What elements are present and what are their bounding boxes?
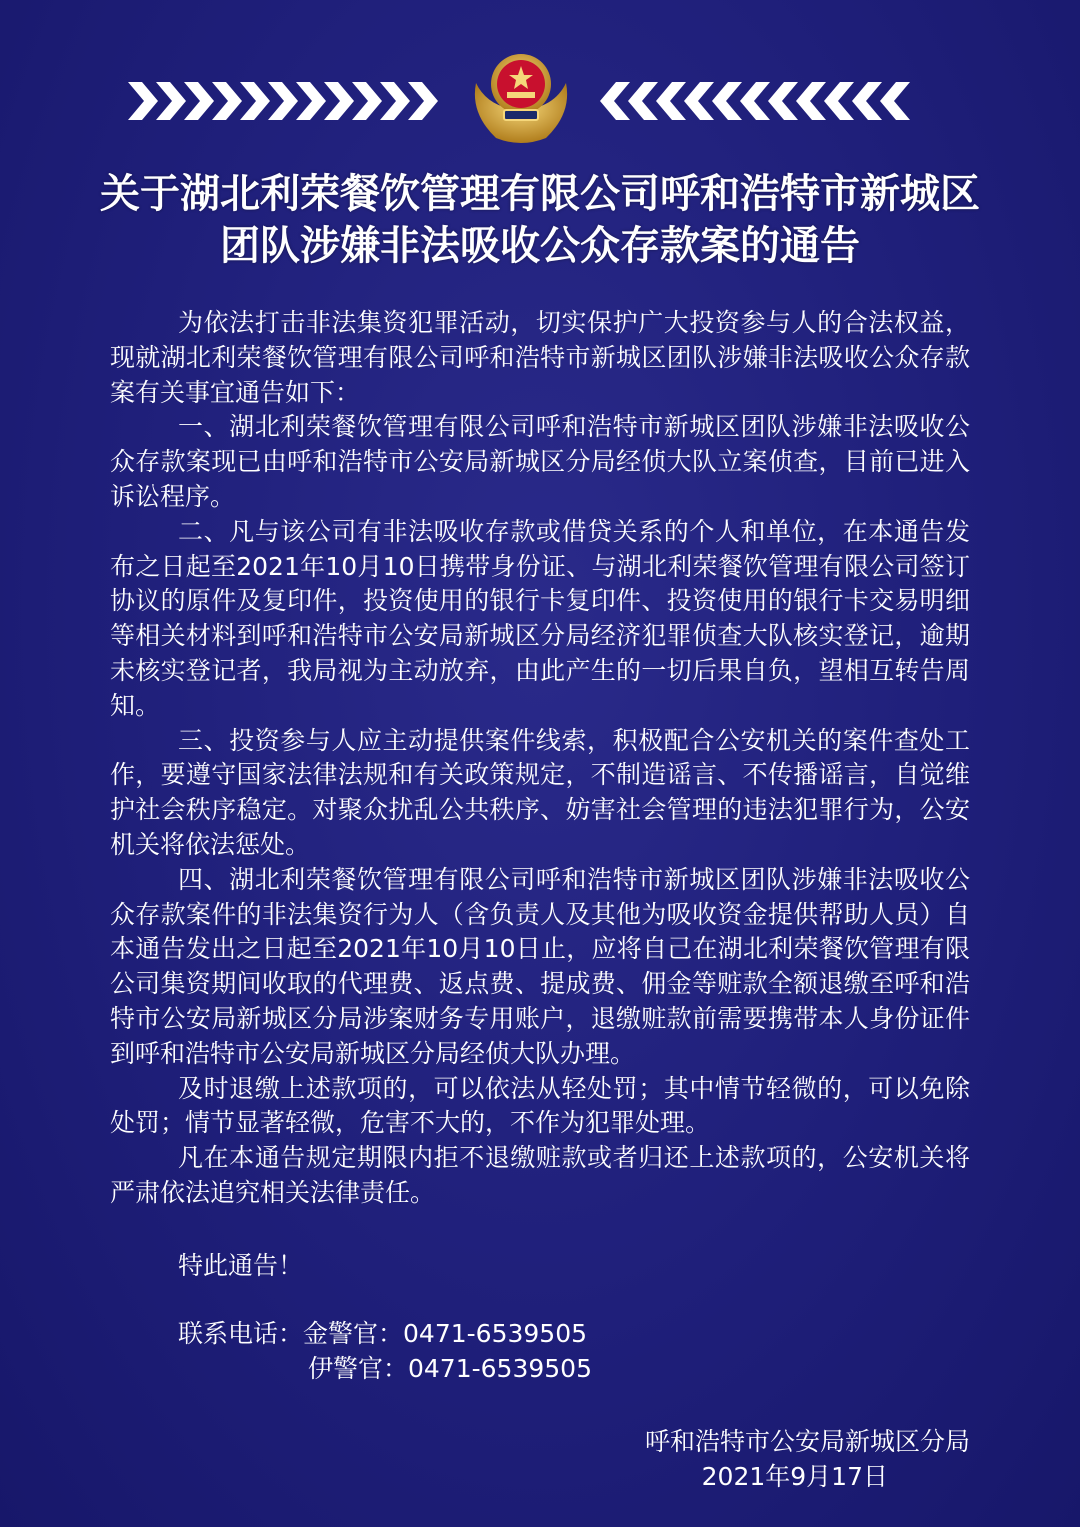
contact-phone-1: 金警官：0471-6539505 [303, 1319, 588, 1348]
paragraph-6: 凡在本通告规定期限内拒不退缴赃款或者归还上述款项的，公安机关将严肃依法追究相关法律责任。 [110, 1143, 970, 1207]
notice-title [60, 168, 1020, 272]
right-chevron-stripes [600, 74, 910, 128]
paragraph-5: 及时退缴上述款项的，可以依法从轻处罚；其中情节轻微的，可以免除处罚；情节显著轻微，危害不大的，不作为犯罪处理。 [110, 1073, 970, 1138]
notice-body [110, 306, 970, 1211]
closing-line: 特此通告！ [178, 1251, 304, 1280]
paragraph-3: 三、投资参与人应主动提供案件线索，积极配合公安机关的案件查处工作，要遵守国家法律法规和有关政策规定，不制造谣言、不传播谣言，自觉维护社会秩序稳定。对聚众扰乱公共秩序、妨害社会管理的违法犯罪行为，公安机关将依法惩处。 [110, 725, 970, 859]
contact-info [178, 1316, 592, 1386]
left-chevron-stripes [128, 74, 438, 128]
title-line-2: 团队涉嫌非法吸收公众存款案的通告 [220, 222, 860, 269]
contact-phone-2: 伊警官：0471-6539505 [308, 1354, 592, 1383]
signature-date: 2021年9月17日 [701, 1462, 888, 1491]
signature-org: 呼和浩特市公安局新城区分局 [644, 1427, 970, 1456]
paragraph-intro: 为依法打击非法集资犯罪活动，切实保护广大投资参与人的合法权益，现就湖北利荣餐饮管理有限公司呼和浩特市新城区团队涉嫌非法吸收公众存款案有关事宜通告如下： [110, 308, 970, 407]
paragraph-2: 二、凡与该公司有非法吸收存款或借贷关系的个人和单位，在本通告发布之日起至2021年10月10日携带身份证、与湖北利荣餐饮管理有限公司签订协议的原件及复印件，投资使用的银行卡复印件、投资使用的银行卡交易明细等相关材料到呼和浩特市公安局新城区分局经济犯罪侦查大队核实登记，逾期未核实登记者，我局视为主动放弃，由此产生的一切后果自负，望相互转告周知。 [110, 516, 970, 720]
paragraph-4: 四、湖北利荣餐饮管理有限公司呼和浩特市新城区团队涉嫌非法吸收公众存款案件的非法集资行为人（含负责人及其他为吸收资金提供帮助人员）自本通告发出之日起至2021年10月10日止，应将自己在湖北利荣餐饮管理有限公司集资期间收取的代理费、返点费、提成费、佣金等赃款全额退缴至呼和浩特市公安局新城区分局涉案财务专用账户，退缴赃款前需要携带本人身份证件到呼和浩特市公安局新城区分局经侦大队办理。 [110, 864, 970, 1068]
paragraph-1: 一、湖北利荣餐饮管理有限公司呼和浩特市新城区团队涉嫌非法吸收公众存款案现已由呼和浩特市公安局新城区分局经侦大队立案侦查，目前已进入诉讼程序。 [110, 412, 970, 511]
contact-label: 联系电话： [178, 1319, 304, 1348]
signature-block [645, 1424, 970, 1494]
police-emblem-icon [466, 48, 576, 148]
title-line-1: 关于湖北利荣餐饮管理有限公司呼和浩特市新城区 [100, 170, 980, 217]
